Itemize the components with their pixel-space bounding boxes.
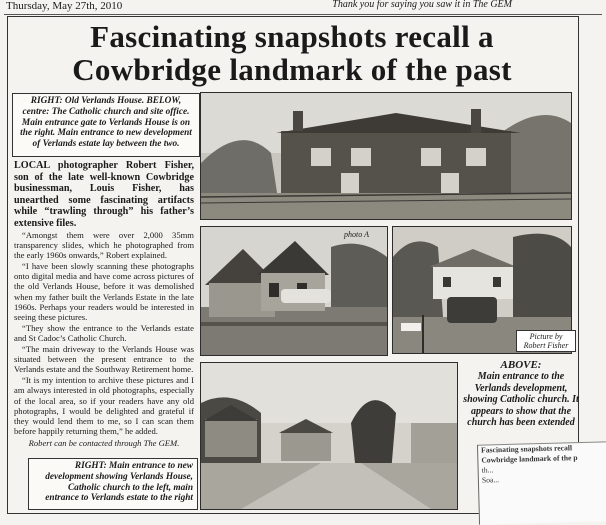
clipping-line: Cowbridge landmark of the p [481, 453, 578, 465]
photo-a-church [200, 226, 388, 356]
bottom-caption-box [28, 458, 198, 510]
clipping-line: Soa... [481, 475, 500, 485]
photo-main-entrance [200, 362, 458, 510]
top-caption: RIGHT: Old Verlands House. BELOW, centre: The Catholic church and site office. Main entrance gate to Verlands House is on the right. Main entrance to new development of Verlands estate lay between the two. [20, 96, 192, 150]
above-caption [462, 360, 580, 428]
photo-verlands-house [200, 92, 572, 220]
issue-date: Thursday, May 27th, 2010 [6, 0, 123, 12]
photo-credit: Picture by Robert Fisher [516, 330, 576, 352]
article-paragraph: “They show the entrance to the Verlands estate and St Cadoc’s Catholic Church. [14, 322, 194, 343]
headline-line-2: Cowbridge landmark of the past [72, 52, 512, 87]
contact-line: Robert can be contacted through The GEM. [28, 437, 180, 448]
article-paragraph: “Amongst them were over 2,000 35mm transparency slides, which he photographed from the early 1960s onwards,” Robert explained. [14, 230, 194, 261]
headline [10, 20, 574, 86]
photo-a-label: photo A [344, 230, 369, 239]
article-paragraph: “The main driveway to the Verlands House was situated between the present entrance to the Verlands estate and the Southway Retirement home. [14, 344, 194, 375]
headline-line-1: Fascinating snapshots recall a [90, 19, 494, 54]
article-body [14, 160, 194, 448]
bottom-caption: RIGHT: Main entrance to new development showing Verlands House, Catholic church to the left, main entrance to Verlands estate to the right [45, 461, 193, 504]
clipping-line: Fascinating snapshots recall [480, 443, 573, 455]
clipping-line: th... [481, 465, 494, 475]
article-paragraph: “It is my intention to archive these pictures and I am always interested in old photographs, especially of the local area, so if your readers have any old photographs, I would be delighted and grateful if they would lend them to me, so I can scan them before happily returning them,” he added. [14, 375, 194, 436]
overlap-clipping [477, 441, 606, 524]
above-caption-title: ABOVE: [500, 359, 542, 371]
article-paragraph: “I have been slowly scanning these photographs onto digital media and have come across pictures of the old Verlands House, before it was demolished when my father built the Verlands Estate in the late 1960s. Perhaps your readers would be interested in seeing these pictures. [14, 261, 194, 322]
page-header-bar [4, 0, 602, 15]
top-caption-box [12, 93, 200, 157]
header-tagline: Thank you for saying you saw it in The GEM [332, 0, 512, 10]
article-intro: LOCAL photographer Robert Fisher, son of the late well-known Cowbridge businessman, Louis Fisher, has unearthed some fascinating artifacts while “trawling through” his father’s extensive files. [14, 160, 194, 229]
above-caption-text: Main entrance to the Verlands development, showing Catholic church. It appears to show that the church has been extended [463, 371, 579, 429]
